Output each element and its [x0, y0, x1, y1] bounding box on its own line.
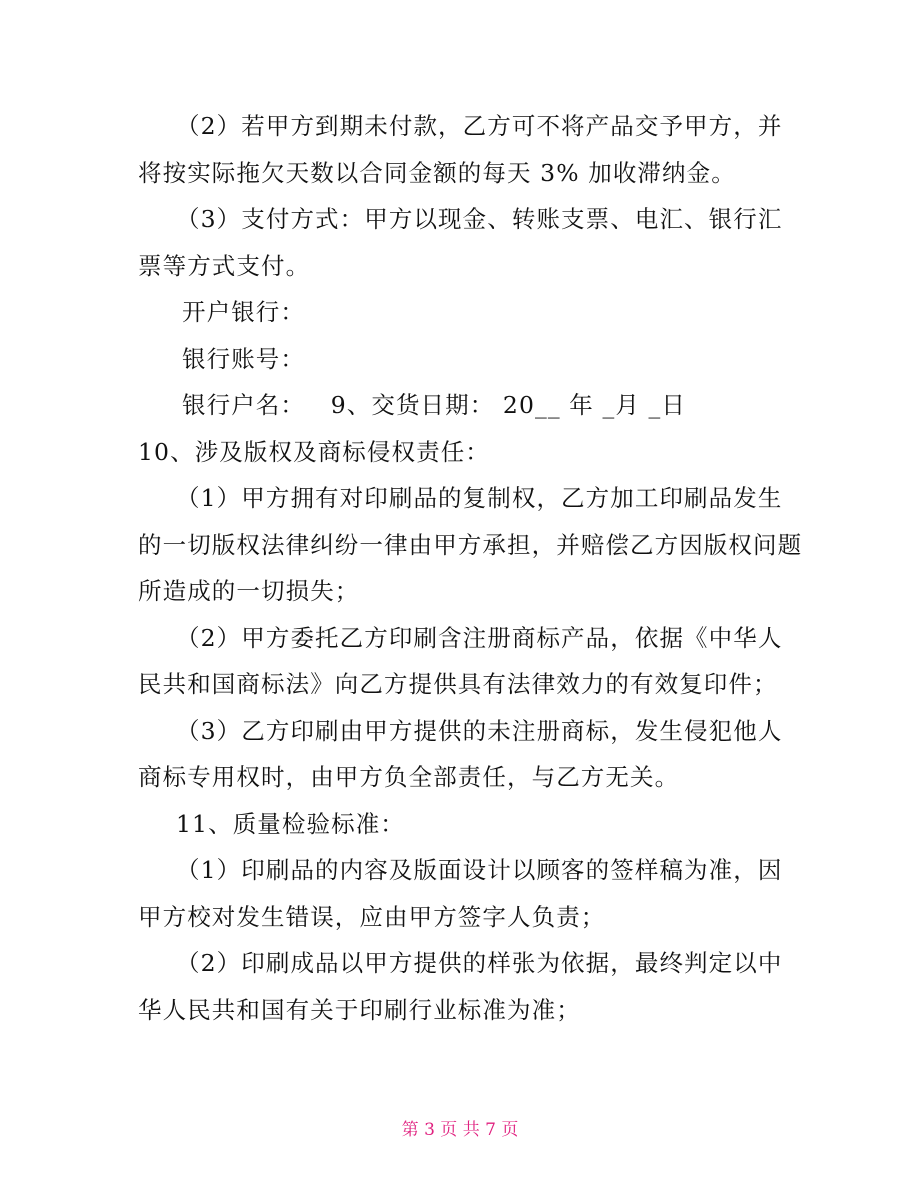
paragraph-line: 将按实际拖欠天数以合同金额的每天 3% 加收滞纳金。 [138, 159, 736, 187]
paragraph-line: 所造成的一切损失； [138, 577, 360, 605]
section-heading: 11、质量检验标准： [176, 810, 405, 838]
paragraph-line: 开户银行： [182, 298, 305, 326]
paragraph-line: （2）甲方委托乙方印刷含注册商标产品，依据《中华人 [176, 624, 783, 652]
section-heading: 10、涉及版权及商标侵权责任： [138, 438, 490, 466]
paragraph-line: （3）支付方式：甲方以现金、转账支票、电汇、银行汇 [176, 205, 783, 233]
paragraph-line: 银行账号： [182, 345, 305, 373]
paragraph-line: （1）印刷品的内容及版面设计以顾客的签样稿为准，因 [176, 856, 783, 884]
paragraph-line: （2）若甲方到期未付款，乙方可不将产品交予甲方，并 [176, 112, 783, 140]
paragraph-line: 的一切版权法律纠纷一律由甲方承担，并赔偿乙方因版权问题 [138, 531, 803, 559]
paragraph-line: 民共和国商标法》向乙方提供具有法律效力的有效复印件； [138, 670, 778, 698]
page-number-footer: 第 3 页 共 7 页 [401, 1120, 519, 1140]
paragraph-line: （1）甲方拥有对印刷品的复制权，乙方加工印刷品发生 [176, 484, 783, 512]
paragraph-line: 商标专用权时，由甲方负全部责任，与乙方无关。 [138, 763, 680, 791]
paragraph-line: 票等方式支付。 [138, 252, 311, 280]
paragraph-line: 银行户名： 9、交货日期： 20__ 年 _月 _日 [182, 391, 686, 419]
paragraph-line: （2）印刷成品以甲方提供的样张为依据，最终判定以中 [176, 949, 783, 977]
paragraph-line: 甲方校对发生错误，应由甲方签字人负责； [138, 903, 606, 931]
paragraph-line: 华人民共和国有关于印刷行业标准为准； [138, 996, 581, 1024]
paragraph-line: （3）乙方印刷由甲方提供的未注册商标，发生侵犯他人 [176, 717, 783, 745]
